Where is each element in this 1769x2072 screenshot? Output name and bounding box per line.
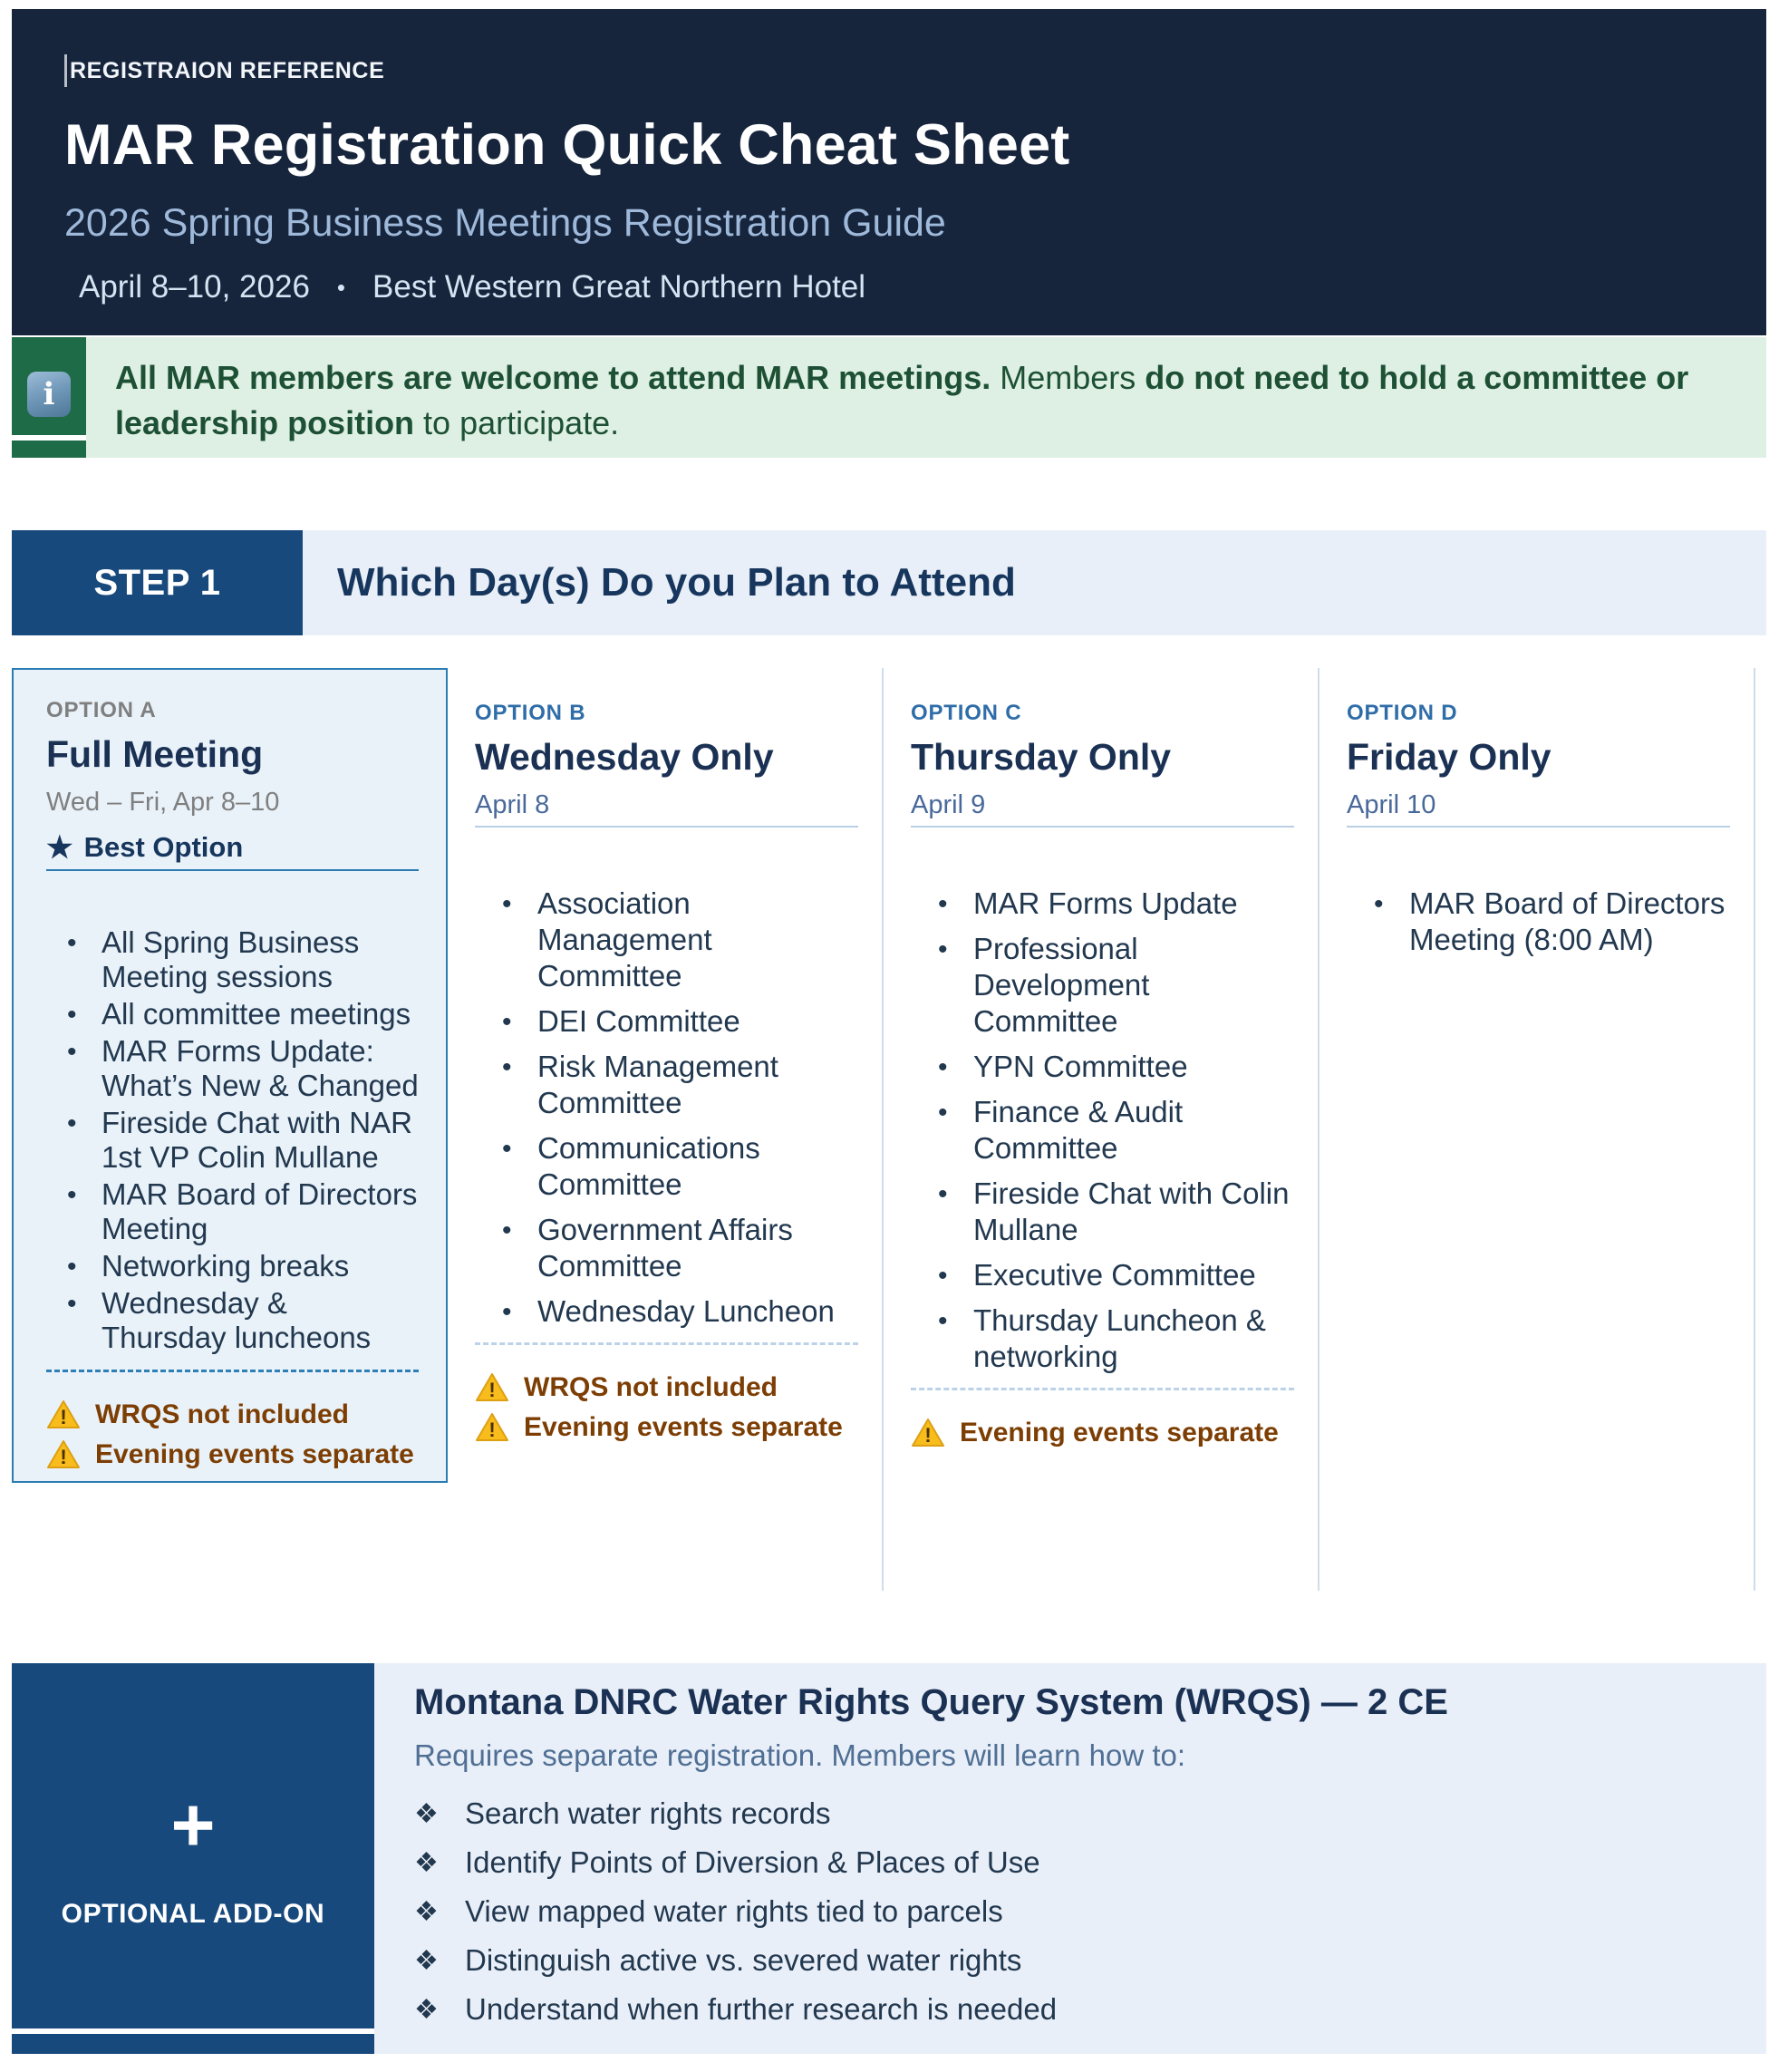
warning-icon (475, 1412, 509, 1443)
eyebrow-label: REGISTRAION REFERENCE (70, 57, 385, 83)
bullet-icon: • (502, 1215, 512, 1245)
list-item (46, 1177, 419, 1246)
warning-text: WRQS not included (524, 1372, 778, 1402)
list-item-text: Executive Committee (973, 1258, 1256, 1292)
bullet-icon: • (67, 1180, 77, 1210)
warning-text: Evening events separate (524, 1412, 843, 1442)
list-item-text: Fireside Chat with Colin Mullane (973, 1176, 1290, 1246)
list-item-text: Wednesday Luncheon (537, 1294, 835, 1328)
info-banner (12, 337, 1766, 458)
list-item (911, 1302, 1294, 1375)
option-d-date: April 10 (1347, 790, 1436, 819)
bullet-icon: • (938, 1179, 948, 1209)
addon-section (12, 1663, 1766, 2054)
eyebrow-row (64, 54, 1766, 87)
list-item (475, 1293, 858, 1330)
bullet-icon: • (67, 1252, 77, 1282)
option-b-column (448, 668, 884, 1591)
option-c-bullet-list (911, 886, 1294, 1375)
diamond-bullet-icon: ❖ (414, 1995, 439, 2025)
list-item-text: MAR Board of Directors Meeting (8:00 AM) (1409, 886, 1726, 956)
list-item-text: Fireside Chat with NAR 1st VP Colin Mullane (102, 1106, 412, 1174)
step1-title: Which Day(s) Do you Plan to Attend (303, 530, 1766, 635)
list-item-text: Distinguish active vs. severed water rights (465, 1943, 1022, 1977)
step1-badge: STEP 1 (12, 530, 303, 635)
bullet-icon: • (938, 1052, 948, 1082)
list-item (414, 1893, 1766, 1930)
addon-bullet-list (414, 1796, 1766, 2028)
diamond-bullet-icon: ❖ (414, 1897, 439, 1927)
banner-text-regular: Members (991, 359, 1146, 396)
bullet-icon: • (67, 1109, 77, 1138)
option-c-column (884, 668, 1320, 1591)
list-item (475, 1130, 858, 1203)
option-a-dates: Wed – Fri, Apr 8–10 (46, 788, 280, 817)
list-item (475, 1212, 858, 1284)
plus-icon: + (170, 1781, 216, 1867)
list-item (46, 1034, 419, 1103)
warning-icon (46, 1399, 81, 1430)
list-item-text: Thursday Luncheon & networking (973, 1303, 1266, 1373)
dashed-divider (911, 1388, 1294, 1390)
bullet-icon: • (1374, 889, 1384, 919)
info-banner-bar (12, 337, 86, 458)
list-item-text: Association Management Committee (537, 886, 712, 992)
svg-text:!: ! (924, 1424, 932, 1447)
bullet-icon: • (67, 1000, 77, 1030)
svg-text:!: ! (60, 1406, 67, 1428)
bullet-icon: • (938, 1261, 948, 1291)
option-d-column (1320, 668, 1755, 1591)
list-item (414, 1991, 1766, 2028)
list-item (46, 1249, 419, 1283)
warning-text: Evening events separate (960, 1418, 1279, 1447)
diamond-bullet-icon: ❖ (414, 1946, 439, 1976)
bullet-icon: • (502, 1134, 512, 1164)
list-item-text: MAR Forms Update: What’s New & Changed (102, 1034, 419, 1102)
addon-content (374, 1663, 1766, 2054)
option-c-title: Thursday Only (911, 736, 1172, 778)
bullet-icon: • (67, 1037, 77, 1067)
warning-item (46, 1399, 419, 1430)
svg-text:!: ! (488, 1418, 496, 1441)
list-item-text: Communications Committee (537, 1131, 760, 1201)
dashed-divider (46, 1370, 419, 1372)
banner-text-bold: do not need to hold a committee or leadership position (115, 359, 1689, 441)
event-dates: April 8–10, 2026 (79, 269, 310, 305)
option-a-card (12, 668, 448, 1483)
list-item-text: Understand when further research is needed (465, 1992, 1058, 2026)
banner-text-regular: to participate. (414, 404, 620, 441)
svg-text:!: ! (488, 1379, 496, 1401)
list-item-text: Risk Management Committee (537, 1050, 778, 1119)
list-item (414, 1844, 1766, 1881)
option-c-label: OPTION C (911, 701, 1022, 725)
bullet-icon: • (502, 889, 512, 919)
option-d-label: OPTION D (1347, 701, 1458, 725)
list-item-text: MAR Board of Directors Meeting (102, 1177, 418, 1245)
info-banner-text (86, 337, 1766, 458)
bullet-icon: • (938, 1306, 948, 1336)
list-item (475, 1003, 858, 1040)
list-item (46, 1106, 419, 1175)
list-item (1347, 886, 1730, 958)
bullet-icon: • (67, 1289, 77, 1319)
list-item-text: Government Affairs Committee (537, 1213, 793, 1283)
option-b-warnings (475, 1372, 858, 1443)
list-item-text: Wednesday & Thursday luncheons (102, 1286, 372, 1354)
option-b-bullet-list (475, 886, 858, 1330)
bullet-icon: • (938, 889, 948, 919)
bullet-icon: • (502, 1297, 512, 1327)
option-c-date: April 9 (911, 790, 986, 819)
best-option-badge (46, 831, 419, 864)
warning-text: WRQS not included (95, 1399, 349, 1429)
dashed-divider (475, 1342, 858, 1345)
dot-separator-icon: • (336, 273, 346, 301)
list-item (911, 1176, 1294, 1248)
divider-line (1347, 826, 1730, 828)
page-subtitle: 2026 Spring Business Meetings Registration Guide (64, 201, 946, 245)
list-item-text: Finance & Audit Committee (973, 1095, 1184, 1165)
list-item-text: YPN Committee (973, 1050, 1188, 1083)
option-a-title: Full Meeting (46, 733, 264, 775)
document-header (12, 9, 1766, 335)
step1-bar (12, 530, 1766, 635)
list-item (911, 1049, 1294, 1085)
bullet-icon: • (502, 1007, 512, 1037)
list-item-text: All Spring Business Meeting sessions (102, 925, 360, 993)
list-item-text: Identify Points of Diversion & Places of Use (465, 1845, 1040, 1879)
list-item (911, 1094, 1294, 1167)
option-a-bullet-list (46, 925, 419, 1355)
option-b-title: Wednesday Only (475, 736, 774, 778)
warning-item (475, 1372, 858, 1403)
list-item-text: MAR Forms Update (973, 886, 1238, 920)
list-item (911, 886, 1294, 922)
info-icon: i (27, 372, 71, 417)
list-item (414, 1942, 1766, 1979)
event-venue: Best Western Great Northern Hotel (372, 269, 866, 305)
best-option-text: Best Option (83, 831, 244, 863)
svg-text:!: ! (60, 1446, 67, 1468)
addon-subtitle: Requires separate registration. Members will learn how to: (414, 1738, 1186, 1772)
option-d-title: Friday Only (1347, 736, 1552, 778)
bullet-icon: • (67, 928, 77, 958)
warning-text: Evening events separate (95, 1439, 414, 1469)
list-item-text: Search water rights records (465, 1796, 831, 1830)
list-item-text: Professional Development Committee (973, 932, 1150, 1038)
list-item (414, 1796, 1766, 1832)
addon-side-panel (12, 1663, 374, 2054)
warning-icon (475, 1372, 509, 1403)
divider-line (46, 869, 419, 871)
warning-item (475, 1412, 858, 1443)
list-item (911, 931, 1294, 1040)
banner-text-bold: All MAR members are welcome to attend MAR meetings. (115, 359, 991, 396)
list-item (911, 1257, 1294, 1293)
divider-line (911, 826, 1294, 828)
star-icon: ★ (46, 830, 73, 864)
option-d-bullet-list (1347, 886, 1730, 958)
event-dateline (64, 269, 1766, 305)
divider-line (475, 826, 858, 828)
warning-item (46, 1439, 419, 1470)
option-a-column (12, 668, 448, 1591)
option-c-warnings (911, 1418, 1294, 1448)
diamond-bullet-icon: ❖ (414, 1799, 439, 1829)
option-a-label: OPTION A (46, 698, 157, 722)
options-section (12, 668, 1757, 1591)
diamond-bullet-icon: ❖ (414, 1848, 439, 1878)
option-b-date: April 8 (475, 790, 550, 819)
list-item (46, 997, 419, 1031)
warning-icon (911, 1418, 945, 1448)
option-b-label: OPTION B (475, 701, 586, 725)
addon-panel-label: OPTIONAL ADD-ON (61, 1898, 325, 1929)
list-item (475, 1049, 858, 1121)
list-item-text: All committee meetings (102, 997, 411, 1031)
warning-icon (46, 1439, 81, 1470)
bullet-icon: • (938, 1098, 948, 1128)
warning-item (911, 1418, 1294, 1448)
bullet-icon: • (502, 1052, 512, 1082)
text-cursor (64, 54, 67, 87)
list-item (46, 925, 419, 994)
addon-title: Montana DNRC Water Rights Query System (WRQS) — 2 CE (414, 1682, 1448, 1722)
list-item-text: DEI Committee (537, 1004, 740, 1038)
list-item (46, 1286, 419, 1355)
list-item-text: View mapped water rights tied to parcels (465, 1894, 1003, 1928)
list-item (475, 886, 858, 994)
page-title: MAR Registration Quick Cheat Sheet (64, 113, 1070, 177)
list-item-text: Networking breaks (102, 1249, 350, 1283)
option-a-warnings (46, 1399, 419, 1470)
bullet-icon: • (938, 934, 948, 964)
